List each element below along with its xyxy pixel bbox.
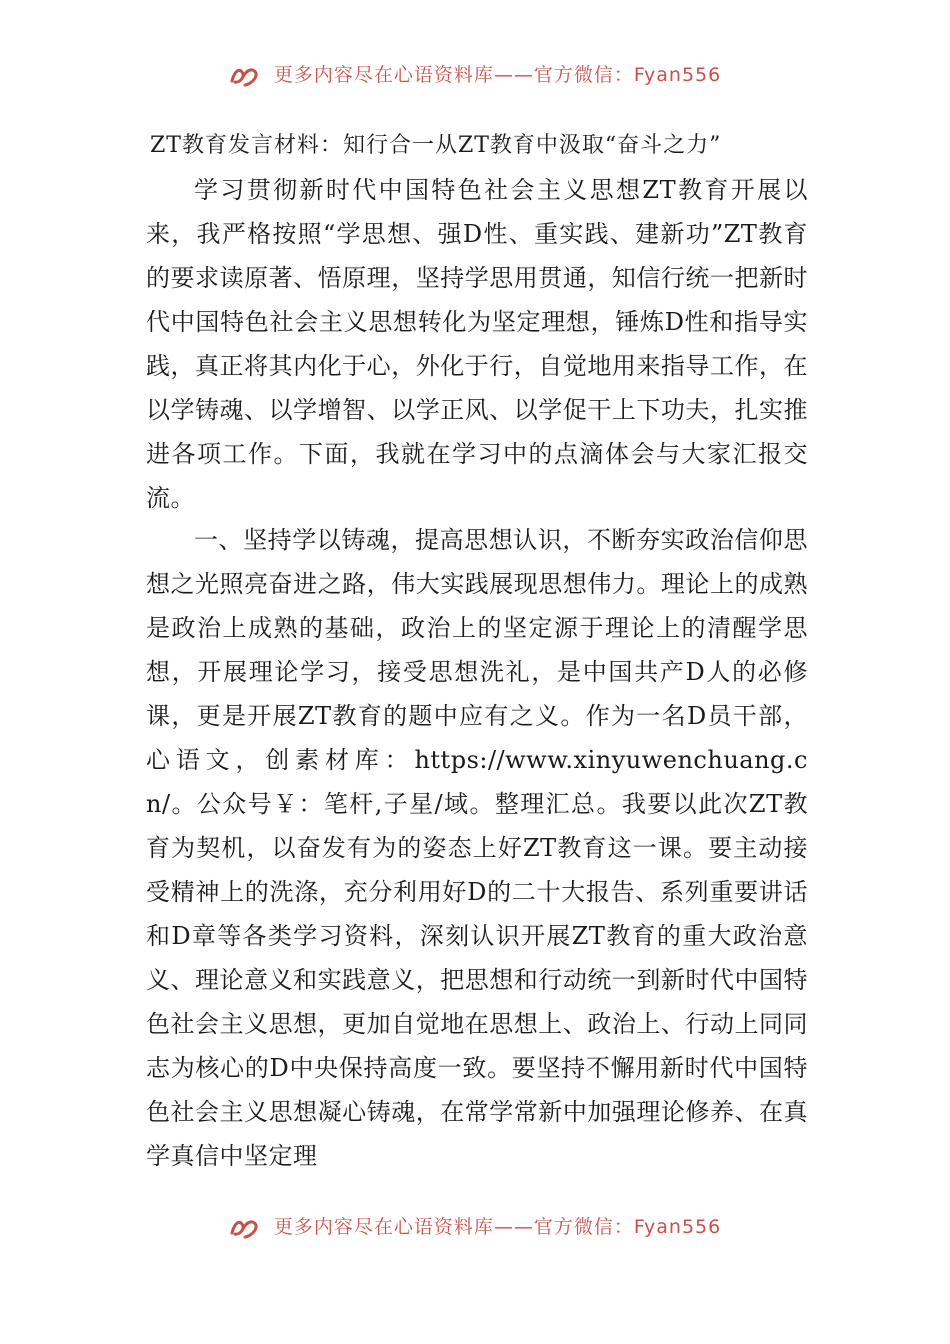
watermark-banner-bottom — [0, 1208, 950, 1242]
document-title: ZT教育发言材料：知行合一从ZT教育中汲取“奋斗之力” — [150, 133, 722, 158]
website-link[interactable]: https://www.xinyuwenchuang.cn/ — [146, 746, 808, 818]
paragraph-section-one — [146, 518, 808, 1178]
paragraph-section-one-continued: 。公众号￥：笔杆,子星/域。整理汇总。我要以此次ZT教育为契机，以奋发有为的姿态上好ZT教育这一课。要主动接受精神上的洗涤，充分利用好D的二十大报告、系列重要讲话和D章等各类学习资料，深刻认识开展ZT教育的重大政治意义、理论意义和实践意义，把思想和行动统一到新时代中国特色社会主义思想，更加自觉地在思想上、政治上、行动上同同志为核心的D中央保持高度一致。要坚持不懈用新时代中国特色社会主义思想凝心铸魂，在常学常新中加强理论修养、在真学真信中坚定理 — [146, 790, 808, 1170]
watermark-banner-top — [0, 56, 950, 90]
paragraph-intro: 学习贯彻新时代中国特色社会主义思想ZT教育开展以来，我严格按照“学思想、强D性、重实践、建新功”ZT教育的要求读原著、悟原理，坚持学思用贯通，知信行统一把新时代中国特色社会主义思想转化为坚定理想，锤炼D性和指导实践，真正将其内化于心，外化于行，自觉地用来指导工作，在以学铸魂、以学增智、以学正风、以学促干上下功夫，扎实推进各项工作。下面，我就在学习中的点滴体会与大家汇报交流。 — [146, 176, 808, 512]
watermark-text-top: 更多内容尽在心语资料库——官方微信：Fyan556 — [273, 64, 722, 86]
watermark-text-bottom: 更多内容尽在心语资料库——官方微信：Fyan556 — [273, 1216, 722, 1238]
brush-stroke-logo-icon — [229, 1217, 259, 1239]
paragraph-section-one-text: 一、坚持学以铸魂，提高思想认识，不断夯实政治信仰思想之光照亮奋进之路，伟大实践展现思想伟力。理论上的成熟是政治上成熟的基础，政治上的坚定源于理论上的清醒学思想，开展理论学习，接受思想洗礼，是中国共产D人的必修课，更是开展ZT教育的题中应有之义。作为一名D员干部，心语文，创素材库： — [146, 526, 808, 774]
brush-stroke-logo-icon — [229, 65, 259, 87]
